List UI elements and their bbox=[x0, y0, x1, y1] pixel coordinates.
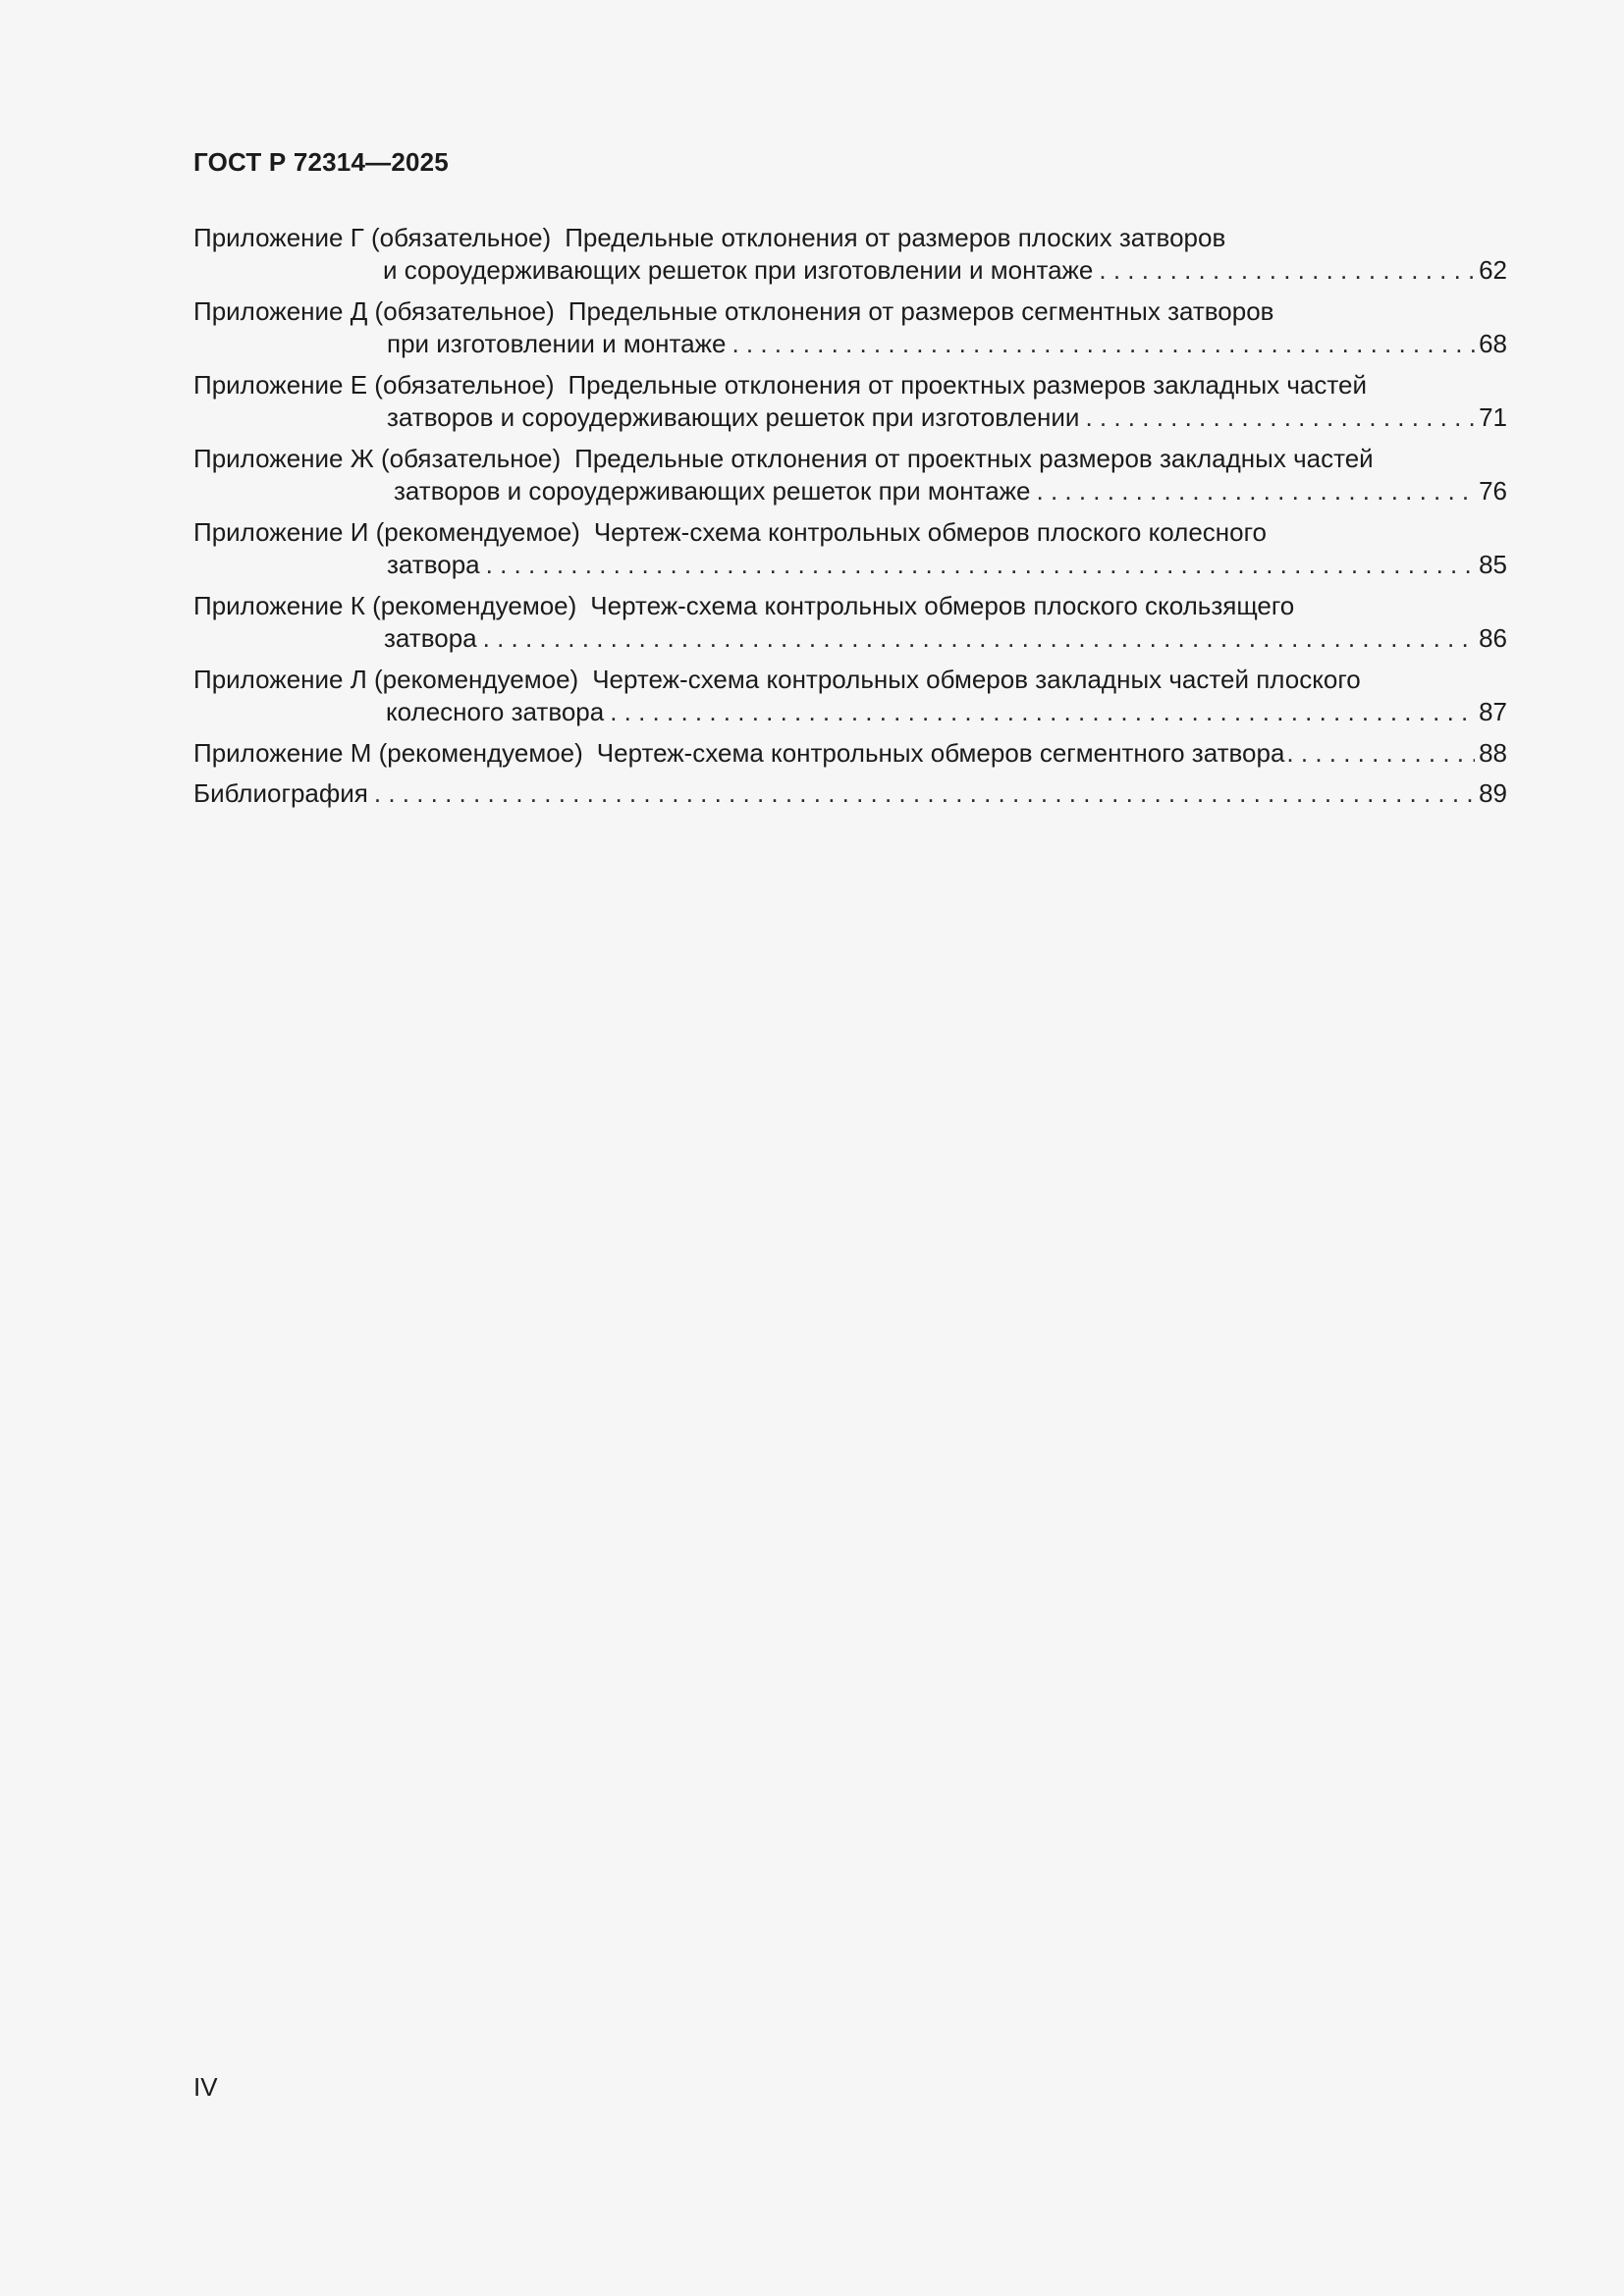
toc-entry-page: 89 bbox=[1479, 778, 1507, 808]
dot-leader bbox=[1085, 401, 1475, 434]
toc-entry-page: 68 bbox=[1479, 329, 1507, 358]
dot-leader bbox=[374, 777, 1475, 810]
dot-leader bbox=[1099, 254, 1475, 287]
toc-entry-page: 85 bbox=[1479, 550, 1507, 579]
toc-entry-page: 88 bbox=[1479, 738, 1507, 768]
toc-entry-annex-zh[interactable] bbox=[193, 443, 1507, 507]
dot-leader bbox=[610, 696, 1475, 728]
toc-entry-title: Чертеж-схема контрольных обмеров закладных частей плоского bbox=[592, 665, 1361, 694]
toc-entry-title-continued: затвора bbox=[384, 623, 477, 653]
toc-entry-title-continued: колесного затвора bbox=[386, 697, 605, 726]
toc-entry-title-continued: и сороудерживающих решеток при изготовлении и монтаже bbox=[383, 255, 1094, 285]
toc-entry-annex-l[interactable] bbox=[193, 664, 1507, 728]
toc-entry-label: Приложение Г (обязательное) bbox=[193, 223, 552, 252]
page-number: IV bbox=[193, 2072, 218, 2102]
dot-leader bbox=[1286, 737, 1475, 770]
toc-entry-annex-g[interactable] bbox=[193, 222, 1507, 287]
dot-leader bbox=[1037, 475, 1476, 507]
toc-entry-label: Приложение Ж (обязательное) bbox=[193, 444, 562, 473]
dot-leader bbox=[483, 622, 1475, 655]
toc-entry-page: 62 bbox=[1479, 255, 1507, 285]
toc-entry-label: Приложение Л (рекомендуемое) bbox=[193, 665, 579, 694]
table-of-contents bbox=[193, 222, 1507, 819]
toc-entry-page: 87 bbox=[1479, 697, 1507, 726]
toc-entry-annex-k[interactable] bbox=[193, 590, 1507, 655]
toc-entry-label: Приложение Е (обязательное) bbox=[193, 370, 555, 400]
toc-entry-label: Приложение М (рекомендуемое) bbox=[193, 738, 583, 768]
toc-entry-page: 86 bbox=[1479, 623, 1507, 653]
toc-entry-annex-e[interactable] bbox=[193, 369, 1507, 434]
toc-entry-title: Чертеж-схема контрольных обмеров сегментного затвора bbox=[596, 738, 1285, 768]
toc-entry-title: Чертеж-схема контрольных обмеров плоского колесного bbox=[593, 517, 1267, 547]
toc-entry-bibliography[interactable] bbox=[193, 777, 1507, 810]
toc-entry-annex-d[interactable] bbox=[193, 295, 1507, 360]
toc-entry-label: Приложение И (рекомендуемое) bbox=[193, 517, 580, 547]
toc-entry-annex-m[interactable] bbox=[193, 737, 1507, 770]
toc-entry-label: Приложение Д (обязательное) bbox=[193, 296, 555, 326]
document-header: ГОСТ Р 72314—2025 bbox=[193, 147, 449, 177]
toc-entry-title-continued: при изготовлении и монтаже bbox=[387, 329, 727, 358]
toc-entry-title: Предельные отклонения от проектных размеров закладных частей bbox=[574, 444, 1374, 473]
dot-leader bbox=[731, 328, 1475, 360]
toc-entry-title-continued: затвора bbox=[387, 550, 480, 579]
toc-entry-title: Чертеж-схема контрольных обмеров плоского скользящего bbox=[590, 591, 1295, 620]
toc-entry-title: Предельные отклонения от размеров плоских затворов bbox=[565, 223, 1226, 252]
toc-entry-page: 76 bbox=[1479, 476, 1507, 506]
toc-entry-title-continued: затворов и сороудерживающих решеток при изготовлении bbox=[387, 402, 1080, 432]
dot-leader bbox=[486, 549, 1475, 581]
toc-entry-label: Библиография bbox=[193, 778, 368, 808]
toc-entry-label: Приложение К (рекомендуемое) bbox=[193, 591, 577, 620]
toc-entry-title-continued: затворов и сороудерживающих решеток при монтаже bbox=[394, 476, 1031, 506]
toc-entry-annex-i[interactable] bbox=[193, 516, 1507, 581]
toc-entry-title: Предельные отклонения от проектных размеров закладных частей bbox=[568, 370, 1368, 400]
toc-entry-page: 71 bbox=[1479, 402, 1507, 432]
toc-entry-title: Предельные отклонения от размеров сегментных затворов bbox=[568, 296, 1274, 326]
